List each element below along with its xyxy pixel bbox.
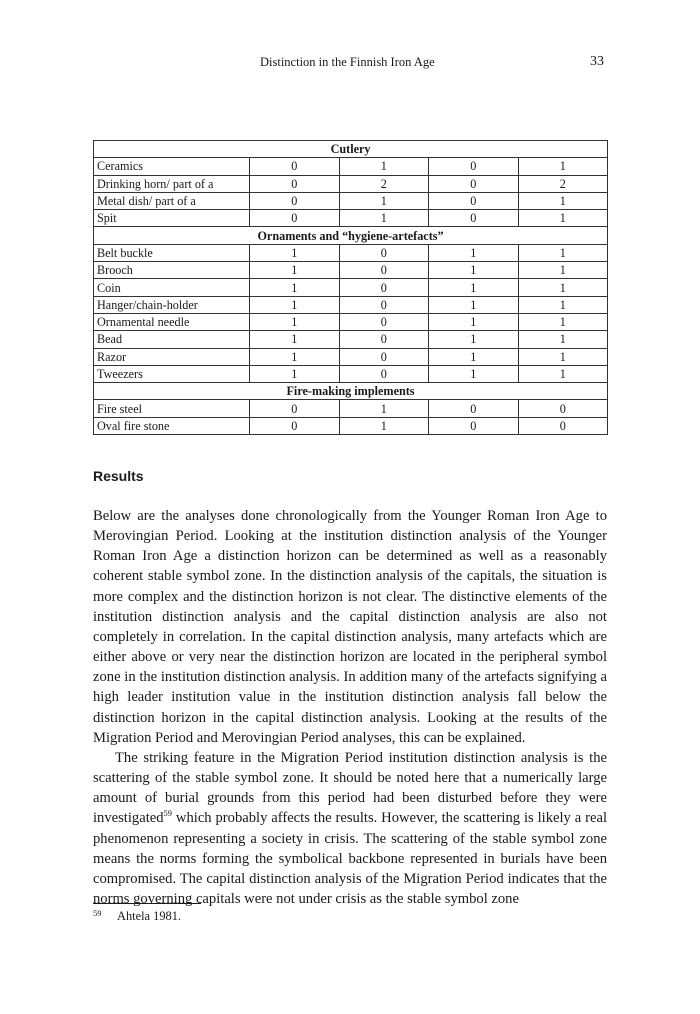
- table-row: [94, 313, 608, 330]
- table-cell: 1: [250, 348, 340, 365]
- table-cell: 1: [518, 348, 608, 365]
- table-row-label: Coin: [94, 279, 250, 296]
- table-cell: 1: [518, 296, 608, 313]
- page-number: 33: [590, 54, 604, 69]
- table-row-label: Bead: [94, 331, 250, 348]
- table-cell: 1: [339, 210, 429, 227]
- footnote-text: Ahtela 1981.: [117, 909, 182, 923]
- paragraph-2: [93, 748, 607, 909]
- table-row: [94, 158, 608, 175]
- table-cell: 1: [250, 279, 340, 296]
- table-cell: 0: [250, 192, 340, 209]
- table-group-row: [94, 227, 608, 244]
- table-cell: 1: [518, 210, 608, 227]
- table-row-label: Ceramics: [94, 158, 250, 175]
- paragraph-2-text-end: which probably affects the results. However, the scattering is likely a real phenomenon representing a society in crisis. The scattering of the stable symbol zone means the norms forming the symbolical backbone represented in burials have been compromised. The capital distinction analysis of the Migration Period indicates that the norms governing capitals were not under crisis as the stable symbol zone: [93, 810, 607, 907]
- table-cell: 1: [429, 313, 519, 330]
- footnote-rule: [93, 903, 201, 904]
- table-row: [94, 192, 608, 209]
- table-row: [94, 365, 608, 382]
- table-cell: 1: [518, 262, 608, 279]
- table-cell: 0: [339, 365, 429, 382]
- table-cell: 1: [429, 244, 519, 261]
- table-cell: 0: [250, 210, 340, 227]
- table-cell: 1: [250, 365, 340, 382]
- table-cell: 1: [518, 365, 608, 382]
- table-cell: 0: [250, 175, 340, 192]
- table-row: [94, 279, 608, 296]
- table-cell: 1: [518, 244, 608, 261]
- paragraph-2-text-start: The striking feature in the Migration Period institution distinction analysis is the scattering of the stable symbol zone. It should be noted here that a numerically large amount of burial grounds from this period had been disturbed before they were investigated: [93, 749, 607, 827]
- table-row: [94, 331, 608, 348]
- table-row-label: Oval fire stone: [94, 417, 250, 434]
- table-row-label: Metal dish/ part of a: [94, 192, 250, 209]
- footnote-reference: 59: [163, 808, 173, 819]
- table-cell: 0: [339, 348, 429, 365]
- table-row-label: Ornamental needle: [94, 313, 250, 330]
- table-row: [94, 296, 608, 313]
- table-cell: 1: [518, 331, 608, 348]
- table-row: [94, 400, 608, 417]
- table-cell: 1: [250, 262, 340, 279]
- section-heading: Results: [93, 468, 144, 484]
- table-cell: 0: [429, 417, 519, 434]
- table-cell: 0: [339, 331, 429, 348]
- table-cell: 1: [339, 158, 429, 175]
- table-row: [94, 417, 608, 434]
- table-row: [94, 244, 608, 261]
- table-row-label: Brooch: [94, 262, 250, 279]
- table-cell: 1: [429, 365, 519, 382]
- table-cell: 0: [429, 400, 519, 417]
- table-row-label: Razor: [94, 348, 250, 365]
- paragraph-1: Below are the analyses done chronologically from the Younger Roman Iron Age to Merovingian Period. Looking at the institution distinction analysis of the Younger Roman Iron Age a distinction horizon can be determined as well as a reasonably coherent stable symbol zone. In the distinction analysis of the capitals, the situation is more complex and the distinction horizon is not clear. The distinctive elements of the institution distinction analysis and the capital distinction analysis are also not completely in correlation. In the capital distinction analysis, many artefacts which are either above or very near the distinction horizon are located in the peripheral symbol zone in the institution distinction analysis. In addition many of the artefacts signifying a high leader institution value in the institution distinction analysis fall below the distinction horizon in the capital distinction analysis. Looking at the results of the Migration Period and Merovingian Period analyses, this can be explained.: [93, 508, 607, 746]
- table-row-label: Spit: [94, 210, 250, 227]
- table-cell: 1: [429, 296, 519, 313]
- table-cell: 1: [339, 417, 429, 434]
- table-row-label: Tweezers: [94, 365, 250, 382]
- table-cell: 0: [250, 158, 340, 175]
- table-cell: 0: [429, 175, 519, 192]
- table-cell: 0: [339, 262, 429, 279]
- table-cell: 0: [339, 313, 429, 330]
- table-cell: 0: [339, 244, 429, 261]
- table-row: [94, 262, 608, 279]
- table-cell: 0: [339, 296, 429, 313]
- table-cell: 2: [518, 175, 608, 192]
- table-cell: 1: [250, 331, 340, 348]
- table-row: [94, 348, 608, 365]
- running-title: Distinction in the Finnish Iron Age: [260, 55, 435, 69]
- table-cell: 2: [339, 175, 429, 192]
- table-cell: 1: [518, 192, 608, 209]
- table-row: [94, 175, 608, 192]
- table-row-label: Hanger/chain-holder: [94, 296, 250, 313]
- table-cell: 1: [250, 244, 340, 261]
- table-cell: 0: [429, 158, 519, 175]
- table-group-title: Cutlery: [94, 141, 608, 158]
- table-cell: 0: [250, 400, 340, 417]
- table-row-label: Drinking horn/ part of a: [94, 175, 250, 192]
- table-cell: 1: [429, 262, 519, 279]
- table-group-title: Ornaments and “hygiene-artefacts”: [94, 227, 608, 244]
- table-row: [94, 210, 608, 227]
- table-group-title: Fire-making implements: [94, 383, 608, 400]
- table-group-row: [94, 141, 608, 158]
- table-cell: 1: [339, 192, 429, 209]
- table-cell: 0: [518, 400, 608, 417]
- table-cell: 0: [518, 417, 608, 434]
- table-cell: 1: [339, 400, 429, 417]
- table-cell: 1: [518, 279, 608, 296]
- table-cell: 0: [429, 210, 519, 227]
- table-cell: 0: [250, 417, 340, 434]
- table-cell: 1: [429, 348, 519, 365]
- table-cell: 1: [518, 158, 608, 175]
- body-text: [93, 506, 607, 909]
- table-row-label: Belt buckle: [94, 244, 250, 261]
- footnote-number: 59: [93, 908, 102, 918]
- table-cell: 1: [429, 279, 519, 296]
- footnote: [93, 908, 182, 924]
- table-cell: 1: [250, 296, 340, 313]
- table-cell: 1: [429, 331, 519, 348]
- table-group-row: [94, 383, 608, 400]
- table-cell: 0: [339, 279, 429, 296]
- table-cell: 1: [250, 313, 340, 330]
- artefact-table: [93, 140, 608, 435]
- table-cell: 1: [518, 313, 608, 330]
- table-cell: 0: [429, 192, 519, 209]
- table-row-label: Fire steel: [94, 400, 250, 417]
